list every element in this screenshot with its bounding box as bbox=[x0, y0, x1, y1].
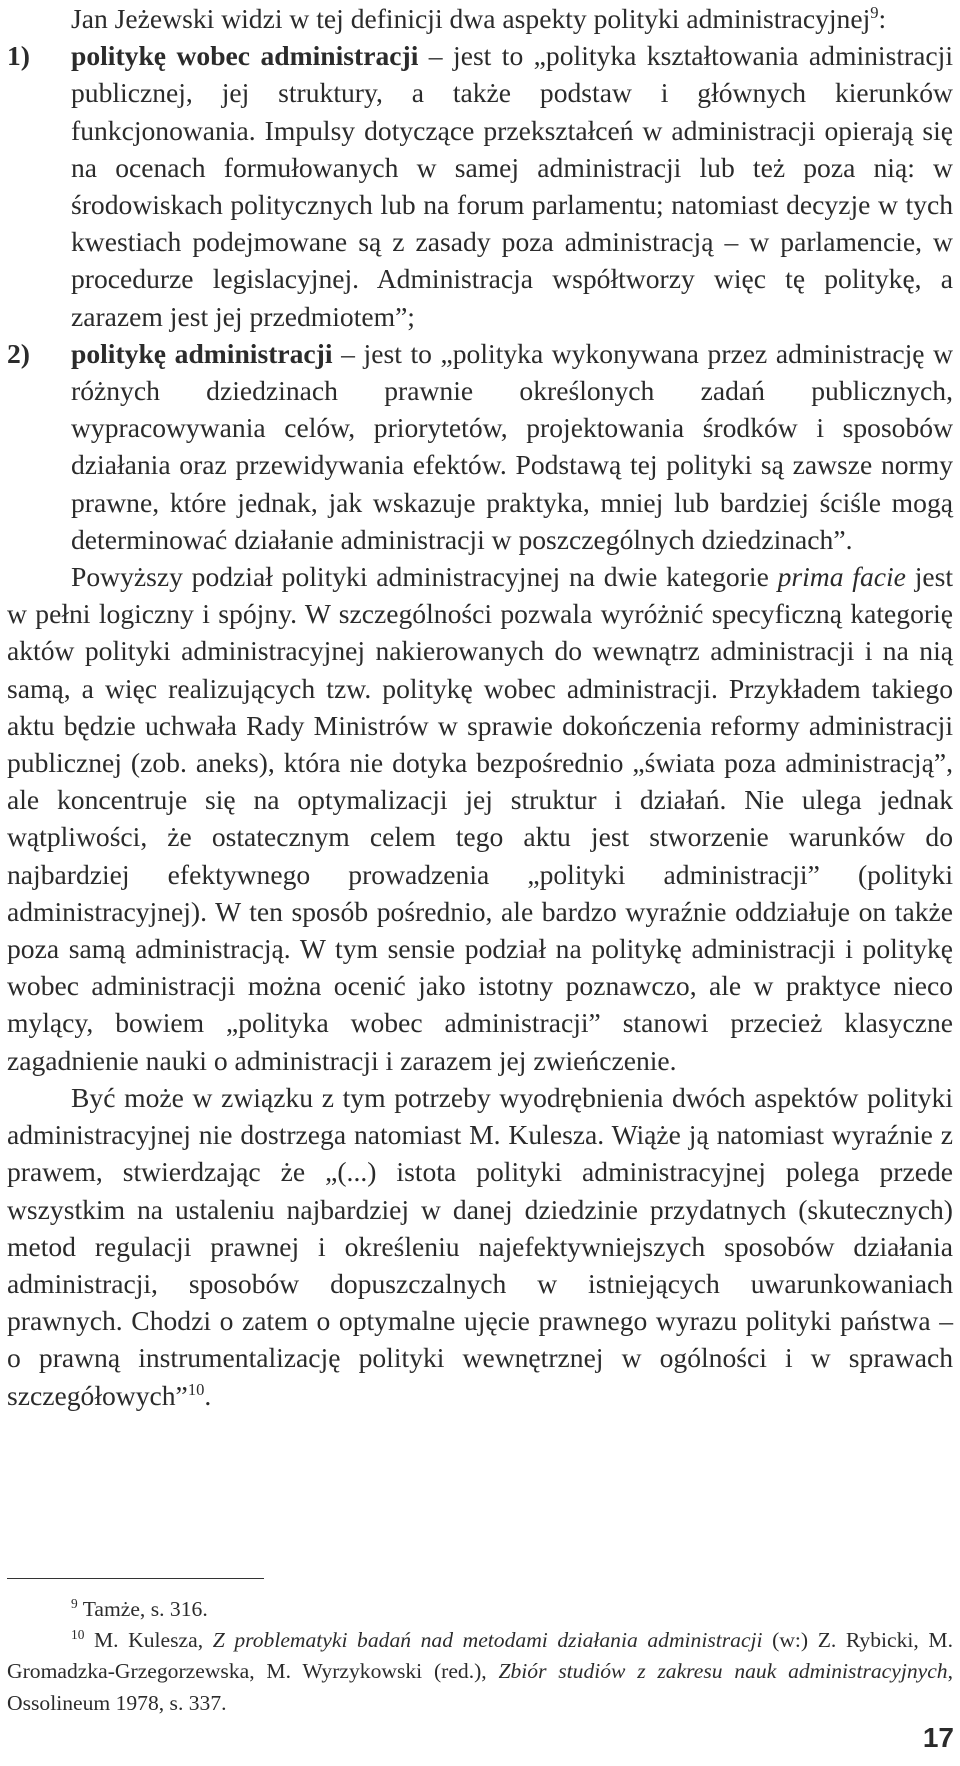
list-text: – jest to „polityka wykonywana przez administrację w różnych dziedzinach prawnie określonych zadań publicznych, wypracowywania celów, priorytetów, projektowania środków i sposobów działania oraz przewidywania efektów. Podstawą tej polityki są zawsze normy prawne, które jednak, jak wskazuje praktyka, mniej lub bardziej ściśle mogą determinować działanie administracji w poszczególnych dziedzinach”. bbox=[71, 337, 954, 555]
footnote-text: M. Kulesza, bbox=[84, 1628, 213, 1653]
intro-text: Jan Jeżewski widzi w tej definicji dwa aspekty polityki administracyjnej bbox=[71, 3, 871, 34]
footnote-9 bbox=[7, 1594, 953, 1625]
page-number: 17 bbox=[922, 1722, 954, 1753]
paragraph-text: Powyższy podział polityki administracyjnej na dwie kategorie bbox=[71, 561, 778, 593]
footnote-title: Zbiór studiów z zakresu nauk administracyjnych bbox=[498, 1659, 948, 1684]
footnote-number: 9 bbox=[71, 1595, 78, 1611]
list-term: politykę administracji bbox=[71, 337, 333, 369]
paragraph-text: Być może w związku z tym potrzeby wyodrębnienia dwóch aspektów polityki administracyjnej nie dostrzega natomiast M. Kulesza. Wiąże ją natomiast wyraźnie z prawem, stwierdzając że „(...) istota polityki administracyjnej polega przede wszystkim na ustaleniu najbardziej w danej dziedzinie przydatnych (skutecznych) metod regulacji prawnej i określeniu najefektywniejszych sposobów działania administracji, sposobów dopuszczalnych w istniejących uwarunkowaniach prawnych. Chodzi o zatem o optymalne ujęcie prawnego wyrazu polityki państwa – o prawną instrumentalizację polityki wewnętrznej w ogólności i w sprawach szczegółowych” bbox=[7, 1081, 953, 1411]
footnote-text: Tamże, s. 316. bbox=[77, 1597, 208, 1621]
list-item-2 bbox=[7, 335, 953, 558]
footnote-ref-10: 10 bbox=[187, 1379, 205, 1399]
footnote-ref-9: 9 bbox=[870, 2, 879, 22]
list-term: politykę wobec administracji bbox=[71, 40, 419, 72]
body-text bbox=[7, 0, 953, 1414]
list-number: 2) bbox=[7, 337, 30, 369]
footnote-text: , Ossolineum 1978, s. 337. bbox=[7, 1659, 954, 1715]
footnote-text: (w:) Z. Rybicki, M. Gromadzka-Grzegorzewska, M. Wyrzykowski (red.), bbox=[7, 1628, 953, 1684]
footnote-10 bbox=[7, 1625, 953, 1719]
footnote-number: 10 bbox=[71, 1627, 85, 1643]
footnote-separator bbox=[7, 1578, 264, 1579]
list-number: 1) bbox=[7, 40, 30, 72]
list-text: – jest to „polityka kształtowania administracji publicznej, jej struktury, a także podstaw i głównych kierunków funkcjonowania. Impulsy dotyczące przekształceń w administracji opierają się na ocenach formułowanych w samej administracji lub też poza nią: w środowiskach politycznych lub na forum parlamentu; natomiast decyzje w tych kwestiach podejmowane są z zasady poza administracją – w parlamencie, w procedurze legislacyjnej. Administracja współtworzy więc tę politykę, a zarazem jest jej przedmiotem”; bbox=[71, 40, 953, 332]
list-item-1 bbox=[7, 37, 953, 335]
italic-phrase: prima facie bbox=[777, 561, 906, 593]
paragraph-2 bbox=[7, 1079, 953, 1414]
paragraph-text: jest w pełni logiczny i spójny. W szczególności pozwala wyróżnić specyficzną kategorię aktów polityki administracyjnej nakierowanych do wewnątrz administracji i na nią samą, a więc realizujących tzw. politykę wobec administracji. Przykładem takiego aktu będzie uchwała Rady Ministrów w sprawie dokończenia reformy administracji publicznej (zob. aneks), która nie dotyka bezpośrednio „świata poza administracją”, ale koncentruje się na optymalizacji jej struktur i działań. Nie ulega jednak wątpliwości, że ostatecznym celem tego aktu jest stworzenie warunków do najbardziej efektywnego prowadzenia „polityki administracji” (polityki administracyjnej). W ten sposób pośrednio, ale bardzo wyraźnie oddziałuje on także poza samą administracją. W tym sensie podział na politykę administracji i politykę wobec administracji można ocenić jako istotny poznawczo, ale w praktyce nieco mylący, bowiem „polityka wobec administracji” stanowi przecież klasyczne zagadnienie nauki o administracji i zarazem jej zwieńczenie. bbox=[7, 561, 954, 1076]
paragraph-tail: . bbox=[204, 1379, 212, 1411]
intro-tail: : bbox=[878, 3, 887, 34]
footnote-title: Z problematyki badań nad metodami działania administracji bbox=[212, 1628, 763, 1653]
intro-paragraph bbox=[7, 0, 953, 37]
footnotes bbox=[7, 1594, 953, 1719]
paragraph-1 bbox=[7, 558, 953, 1079]
